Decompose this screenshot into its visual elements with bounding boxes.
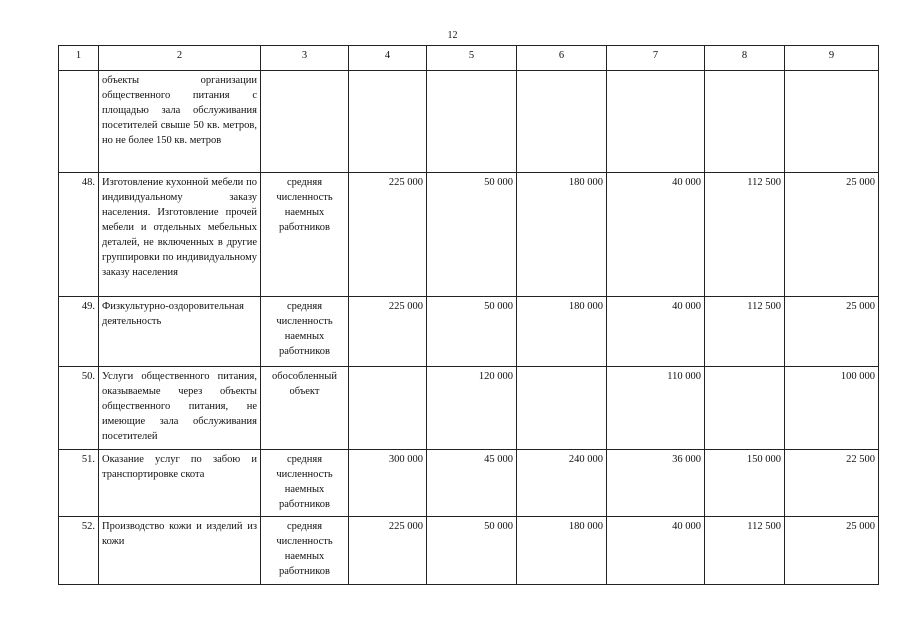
value-cell: 50 000 xyxy=(427,173,517,297)
value-cell xyxy=(349,71,427,173)
activity-description: Физкультурно-оздоровительная деятельность xyxy=(99,297,261,367)
physical-indicator xyxy=(261,71,349,173)
value-cell: 180 000 xyxy=(517,517,607,585)
physical-indicator: обособленный объект xyxy=(261,367,349,450)
table-row xyxy=(59,367,879,450)
value-cell: 22 500 xyxy=(785,450,879,517)
column-header: 5 xyxy=(427,46,517,71)
value-cell: 110 000 xyxy=(607,367,705,450)
value-cell xyxy=(427,71,517,173)
value-cell: 50 000 xyxy=(427,297,517,367)
activity-description: Изготовление кухонной мебели по индивидуальному заказу населения. Изготовление прочей мебели и отдельных мебельных деталей, не включенных в другие группировки по индивидуальному заказу населения xyxy=(99,173,261,297)
column-header: 3 xyxy=(261,46,349,71)
activity-description: объекты организации общественного питания с площадью зала обслуживания посетителей свыше 50 кв. метров, но не более 150 кв. метров xyxy=(99,71,261,173)
value-cell: 180 000 xyxy=(517,297,607,367)
value-cell xyxy=(607,71,705,173)
column-number-header xyxy=(59,46,879,71)
value-cell xyxy=(785,71,879,173)
row-number: 48. xyxy=(59,173,99,297)
value-cell: 25 000 xyxy=(785,297,879,367)
tariff-table xyxy=(58,45,879,585)
value-cell: 40 000 xyxy=(607,517,705,585)
row-number: 52. xyxy=(59,517,99,585)
value-cell: 100 000 xyxy=(785,367,879,450)
activity-description: Оказание услуг по забою и транспортировке скота xyxy=(99,450,261,517)
value-cell: 45 000 xyxy=(427,450,517,517)
value-cell xyxy=(705,71,785,173)
physical-indicator: средняя численность наемных работников xyxy=(261,517,349,585)
value-cell xyxy=(705,367,785,450)
value-cell: 112 500 xyxy=(705,173,785,297)
column-header: 2 xyxy=(99,46,261,71)
value-cell: 225 000 xyxy=(349,517,427,585)
activity-description: Производство кожи и изделий из кожи xyxy=(99,517,261,585)
value-cell xyxy=(349,367,427,450)
value-cell: 40 000 xyxy=(607,297,705,367)
value-cell: 225 000 xyxy=(349,297,427,367)
value-cell: 25 000 xyxy=(785,173,879,297)
table-row xyxy=(59,450,879,517)
physical-indicator: средняя численность наемных работников xyxy=(261,297,349,367)
activity-description: Услуги общественного питания, оказываемые через объекты общественного питания, не имеющие зала обслуживания посетителей xyxy=(99,367,261,450)
page-number: 12 xyxy=(447,30,458,41)
value-cell: 150 000 xyxy=(705,450,785,517)
value-cell: 36 000 xyxy=(607,450,705,517)
row-number: 49. xyxy=(59,297,99,367)
column-header: 4 xyxy=(349,46,427,71)
physical-indicator: средняя численность наемных работников xyxy=(261,173,349,297)
table-row xyxy=(59,297,879,367)
table-row xyxy=(59,517,879,585)
value-cell: 40 000 xyxy=(607,173,705,297)
column-header: 1 xyxy=(59,46,99,71)
physical-indicator: средняя численность наемных работников xyxy=(261,450,349,517)
column-header: 9 xyxy=(785,46,879,71)
value-cell: 300 000 xyxy=(349,450,427,517)
value-cell: 180 000 xyxy=(517,173,607,297)
table-row xyxy=(59,173,879,297)
column-header: 8 xyxy=(705,46,785,71)
row-number: 51. xyxy=(59,450,99,517)
value-cell: 225 000 xyxy=(349,173,427,297)
value-cell: 112 500 xyxy=(705,297,785,367)
value-cell: 120 000 xyxy=(427,367,517,450)
column-header: 7 xyxy=(607,46,705,71)
value-cell: 25 000 xyxy=(785,517,879,585)
row-number: 50. xyxy=(59,367,99,450)
value-cell: 112 500 xyxy=(705,517,785,585)
table-row xyxy=(59,71,879,173)
column-header: 6 xyxy=(517,46,607,71)
value-cell: 50 000 xyxy=(427,517,517,585)
value-cell xyxy=(517,71,607,173)
value-cell xyxy=(517,367,607,450)
value-cell: 240 000 xyxy=(517,450,607,517)
row-number xyxy=(59,71,99,173)
